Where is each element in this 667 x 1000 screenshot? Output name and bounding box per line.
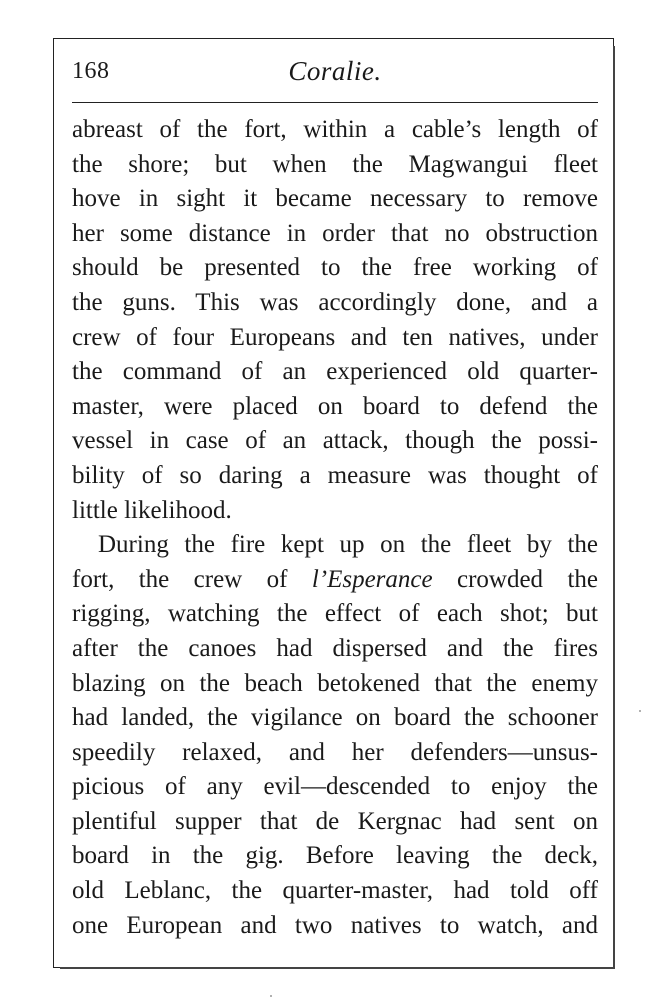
text-line: her some distance in order that no obstruction — [72, 219, 598, 247]
text-line: old Leblanc, the quarter-master, had told off — [72, 877, 598, 905]
page-border-shadow-right — [613, 46, 615, 969]
text-line: crew of four Europeans and ten natives, under — [72, 323, 598, 351]
ship-name: l’Esperance — [311, 565, 433, 593]
text-line: master, were placed on board to defend the — [72, 392, 598, 420]
text-fragment: fort, the crew of — [72, 565, 312, 593]
running-title: Coralie. — [288, 56, 382, 86]
header-rule — [72, 102, 598, 103]
text-line: bility of so daring a measure was thought of — [72, 461, 598, 489]
text-line: the command of an experienced old quarter- — [72, 358, 598, 386]
paper-speck — [270, 995, 272, 997]
running-head — [72, 52, 598, 96]
text-line: vessel in case of an attack, though the possi- — [72, 427, 598, 455]
text-line: had landed, the vigilance on board the schooner — [72, 704, 598, 732]
text-line: rigging, watching the effect of each shot; but — [72, 600, 598, 628]
text-line: abreast of the fort, within a cable’s length of — [72, 116, 598, 143]
text-fragment: crowded the — [432, 565, 598, 593]
text-line: speedily relaxed, and her defenders—unsus- — [72, 738, 598, 766]
text-line-with-ship-name — [72, 563, 598, 598]
text-line: the guns. This was accordingly done, and a — [72, 288, 598, 316]
body-text — [72, 113, 598, 943]
paragraph-end-line: little likelihood. — [72, 496, 232, 524]
page-number: 168 — [72, 58, 110, 84]
text-line: one European and two natives to watch, and — [72, 911, 598, 939]
text-line: the shore; but when the Magwangui fleet — [72, 150, 598, 178]
text-line: plentiful supper that de Kergnac had sent on — [72, 807, 598, 835]
text-line: board in the gig. Before leaving the deck, — [72, 842, 598, 870]
page-border-shadow-bottom — [60, 967, 615, 969]
text-line: hove in sight it became necessary to remove — [72, 185, 598, 213]
paragraph-start-line: During the fire kept up on the fleet by the — [98, 531, 598, 559]
text-line: blazing on the beach betokened that the enemy — [72, 669, 598, 697]
paper-speck — [639, 710, 641, 712]
text-line: after the canoes had dispersed and the fires — [72, 634, 598, 662]
text-line: should be presented to the free working of — [72, 254, 598, 282]
text-line: picious of any evil—descended to enjoy the — [72, 773, 598, 801]
